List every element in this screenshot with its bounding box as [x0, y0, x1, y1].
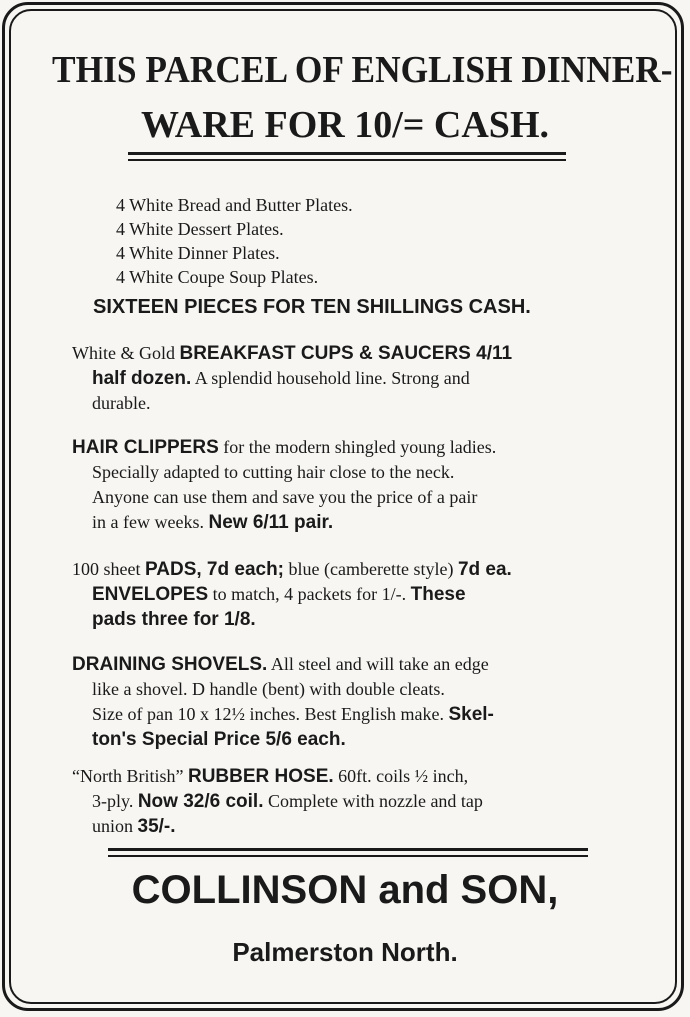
pads-three: pads three for 1/8. — [92, 609, 256, 630]
shovels-price: ton's Special Price 5/6 each. — [92, 729, 346, 750]
pads-these: These — [410, 584, 466, 605]
plate-item: 4 White Dinner Plates. — [116, 243, 280, 263]
shovels-line-2: like a shovel. D handle (bent) with double cleats. — [92, 679, 445, 699]
pads-intro: 100 sheet — [72, 559, 145, 579]
pads-mid: blue (camberette style) — [284, 559, 458, 579]
clippers-paragraph — [72, 435, 634, 535]
hose-price: Now 32/6 coil. — [137, 791, 264, 812]
envelopes-name: ENVELOPES — [92, 584, 209, 605]
pads-name: PADS, 7d each; — [144, 559, 285, 580]
pads-price: 7d ea. — [457, 559, 512, 580]
clippers-line-2: Specially adapted to cutting hair close to the neck. — [92, 462, 455, 482]
headline-rule-top — [128, 152, 566, 155]
parcel-total: SIXTEEN PIECES FOR TEN SHILLINGS CASH. — [93, 296, 531, 318]
hose-paragraph — [72, 764, 634, 839]
hose-line-1: 60ft. coils ½ inch, — [333, 766, 469, 786]
footer-rule-bottom — [108, 855, 588, 857]
cups-intro: White & Gold — [72, 343, 180, 363]
cups-desc-2: durable. — [92, 393, 151, 413]
shovels-name: DRAINING SHOVELS. — [72, 654, 268, 675]
cups-desc: A splendid household line. Strong and — [191, 368, 470, 388]
envelopes-text: to match, 4 packets for 1/-. — [208, 584, 411, 604]
shovels-line-3: Size of pan 10 x 12½ inches. Best English make. — [92, 704, 449, 724]
clippers-line-1: for the modern shingled young ladies. — [218, 437, 497, 457]
cups-unit: half dozen. — [92, 368, 192, 389]
headline-rule-bottom — [128, 159, 566, 161]
hose-union-price: 35/-. — [137, 816, 176, 837]
hose-line-2b: Complete with nozzle and tap — [263, 791, 483, 811]
cups-paragraph — [72, 341, 634, 416]
hose-line-3a: union — [92, 816, 138, 836]
footer-rule-top — [108, 848, 588, 851]
hose-name: RUBBER HOSE. — [187, 766, 334, 787]
cups-name: BREAKFAST CUPS & SAUCERS 4/11 — [179, 343, 513, 364]
clippers-price: New 6/11 pair. — [208, 512, 334, 533]
plates-list — [116, 193, 353, 289]
company-name: COLLINSON and SON, — [131, 868, 559, 912]
headline-line-2: WARE FOR 10/= CASH. — [140, 104, 550, 146]
hose-line-2a: 3-ply. — [92, 791, 138, 811]
pads-paragraph — [72, 557, 634, 632]
headline-line-1: THIS PARCEL OF ENGLISH DINNER- — [52, 49, 673, 91]
clippers-name: HAIR CLIPPERS — [72, 437, 219, 458]
shovels-paragraph — [72, 652, 634, 752]
shovels-line-1: All steel and will take an edge — [267, 654, 489, 674]
clippers-line-3: Anyone can use them and save you the price of a pair — [92, 487, 478, 507]
plate-item: 4 White Coupe Soup Plates. — [116, 267, 319, 287]
shovels-skel: Skel- — [448, 704, 494, 725]
plate-item: 4 White Bread and Butter Plates. — [116, 195, 353, 215]
plate-item: 4 White Dessert Plates. — [116, 219, 284, 239]
clippers-line-4: in a few weeks. — [92, 512, 209, 532]
company-location: Palmerston North. — [232, 937, 458, 967]
hose-intro: “North British” — [72, 766, 188, 786]
